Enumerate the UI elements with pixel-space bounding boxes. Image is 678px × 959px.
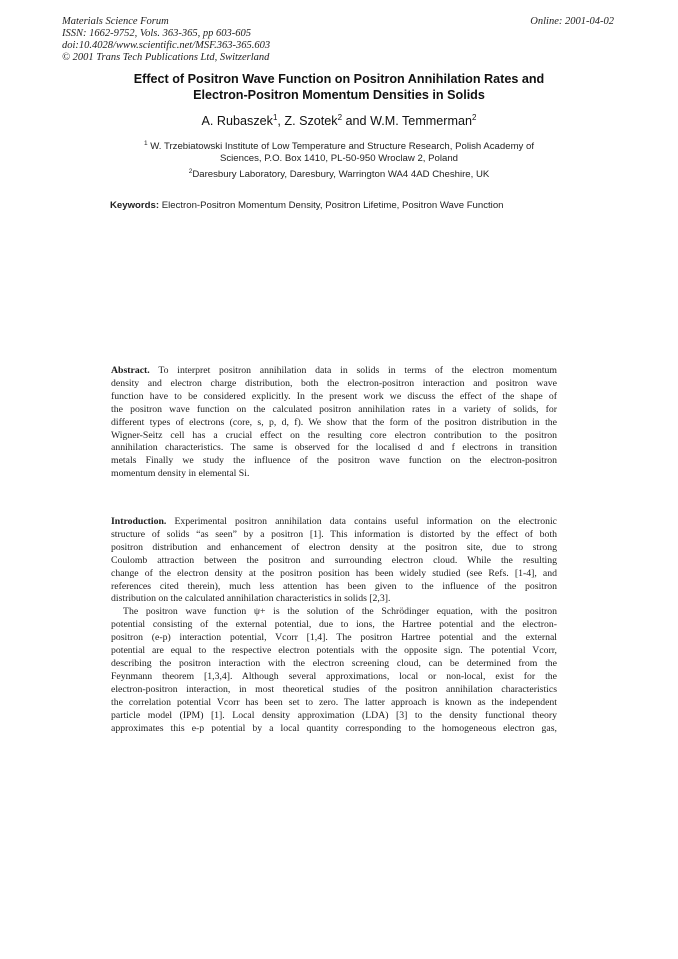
abstract-line: different types of electrons (core, s, p, d, f). We show that the form of the positron distribution in the <box>111 416 557 428</box>
affiliation-1-line-1: W. Trzebiatowski Institute of Low Temperature and Structure Research, Polish Academy of <box>150 141 535 153</box>
title-line-2: Electron-Positron Momentum Densities in Solids <box>193 88 485 102</box>
introduction-label: Introduction. <box>111 516 167 527</box>
introduction-line: approximates this e-p potential by a local quantity corresponding to the homogeneous electron gas, <box>111 722 557 734</box>
introduction-line: Coulomb attraction between the positron and surrounding electron cloud. While the resulting <box>111 554 557 566</box>
author-1: A. Rubaszek <box>201 114 273 129</box>
online-date: Online: 2001-04-02 <box>530 16 614 27</box>
abstract-line: the positron wave function on the calculated positron annihilation rates in a variety of solids, for <box>111 403 557 415</box>
introduction-section <box>111 516 557 735</box>
author-separator-2: and <box>342 114 371 129</box>
doi-link[interactable]: doi:10.4028/www.scientific.net/MSF.363-365.603 <box>62 40 271 51</box>
keywords-label: Keywords: <box>110 200 160 211</box>
keywords <box>110 200 504 211</box>
author-3-affiliation-mark: 2 <box>472 113 477 122</box>
introduction-line: The positron wave function ψ+ is the solution of the Schrödinger equation, with the positron <box>123 606 557 618</box>
affiliation-1-mark: 1 <box>143 140 148 147</box>
abstract-line: Wigner-Seitz cell has a crucial effect on the resulting core electron contribution to the positron <box>111 429 557 441</box>
introduction-line: electron-positron interaction, in most theoretical studies of the positron annihilation characteristics <box>111 683 557 695</box>
keywords-text: Electron-Positron Momentum Density, Positron Lifetime, Positron Wave Function <box>159 200 504 211</box>
author-1-affiliation-mark: 1 <box>272 113 278 122</box>
introduction-line: positron distribution and enhancement of electron density at the positron site, due to strong <box>111 541 557 553</box>
abstract-line: metals Finally we study the influence of the positron wave function on the electron-positron <box>111 455 557 467</box>
issn-line: ISSN: 1662-9752, Vols. 363-365, pp 603-605 <box>62 28 251 39</box>
abstract-line: function have to be considered explicitly. In the present work we discuss the effect of the shape of <box>111 390 557 402</box>
introduction-line: Introduction. Experimental positron annihilation data contains useful information on the electronic <box>111 516 557 527</box>
journal-header <box>62 16 270 64</box>
introduction-line: particle model (IPM) [1]. Local density approximation (LDA) [3] to the density functional theory <box>111 709 557 721</box>
introduction-line: positron (e-p) interaction potential, Vcorr [1,4]. The positron Hartree potential and the external <box>111 632 557 644</box>
affiliation-2-line-1: Daresbury Laboratory, Daresbury, Warrington WA4 4AD Cheshire, UK <box>192 169 490 181</box>
introduction-line: structure of solids “as seen” by a positron [1]. This information is distorted by the effect of both <box>111 528 557 540</box>
introduction-line: potential are equal to the respective electron potentials with the opposite sign. The potential Vcorr, <box>111 645 557 657</box>
author-list <box>100 113 578 128</box>
author-2: Z. Szotek <box>284 114 338 129</box>
abstract-line: density and electron charge distribution, both the electron-positron interaction and positron wave <box>111 377 557 389</box>
affiliation-2 <box>100 166 578 181</box>
abstract-line: momentum density in elemental Si. <box>111 468 250 480</box>
author-3: W.M. Temmerman <box>370 114 472 129</box>
affiliation-2-mark: 2 <box>188 168 193 175</box>
abstract-label: Abstract. <box>111 365 150 376</box>
introduction-line: references cited therein), much less attention has been given to the influence of the positron <box>111 580 557 592</box>
author-2-affiliation-mark: 2 <box>337 113 343 122</box>
affiliation-1 <box>100 138 578 165</box>
abstract-line: Abstract. To interpret positron annihilation data in solids in terms of the electron momentum <box>111 365 557 376</box>
abstract-section <box>111 365 557 481</box>
journal-name: Materials Science Forum <box>62 16 169 27</box>
copyright-line: © 2001 Trans Tech Publications Ltd, Switzerland <box>62 52 270 63</box>
author-separator-1: , <box>277 114 285 129</box>
introduction-line: describing the positron interaction with the electron screening cloud, can be determined from the <box>111 657 557 669</box>
introduction-line: the correlation potential Vcorr has been set to zero. The latter approach is known as the independent <box>111 696 557 708</box>
introduction-line: distribution on the calculated annihilation characteristics in solids [2,3]. <box>111 593 391 605</box>
title-line-1: Effect of Positron Wave Function on Positron Annihilation Rates and <box>133 72 545 86</box>
introduction-line: potential consisting of the external potential, due to ions, the Hartree potential and the electron- <box>111 619 557 631</box>
abstract-line: annihilation characteristics. The same is observed for the localised d and f electrons in transition <box>111 442 557 454</box>
affiliation-1-line-2: Sciences, P.O. Box 1410, PL-50-950 Wroclaw 2, Poland <box>219 153 459 165</box>
introduction-line: change of the electron density at the positron position has been widely studied (see Refs. [1-4], and <box>111 567 557 579</box>
paper-title <box>100 71 578 103</box>
introduction-line: Feynmann theorem [1,3,4]. Although several approximations, local or non-local, exist for the <box>111 670 557 682</box>
